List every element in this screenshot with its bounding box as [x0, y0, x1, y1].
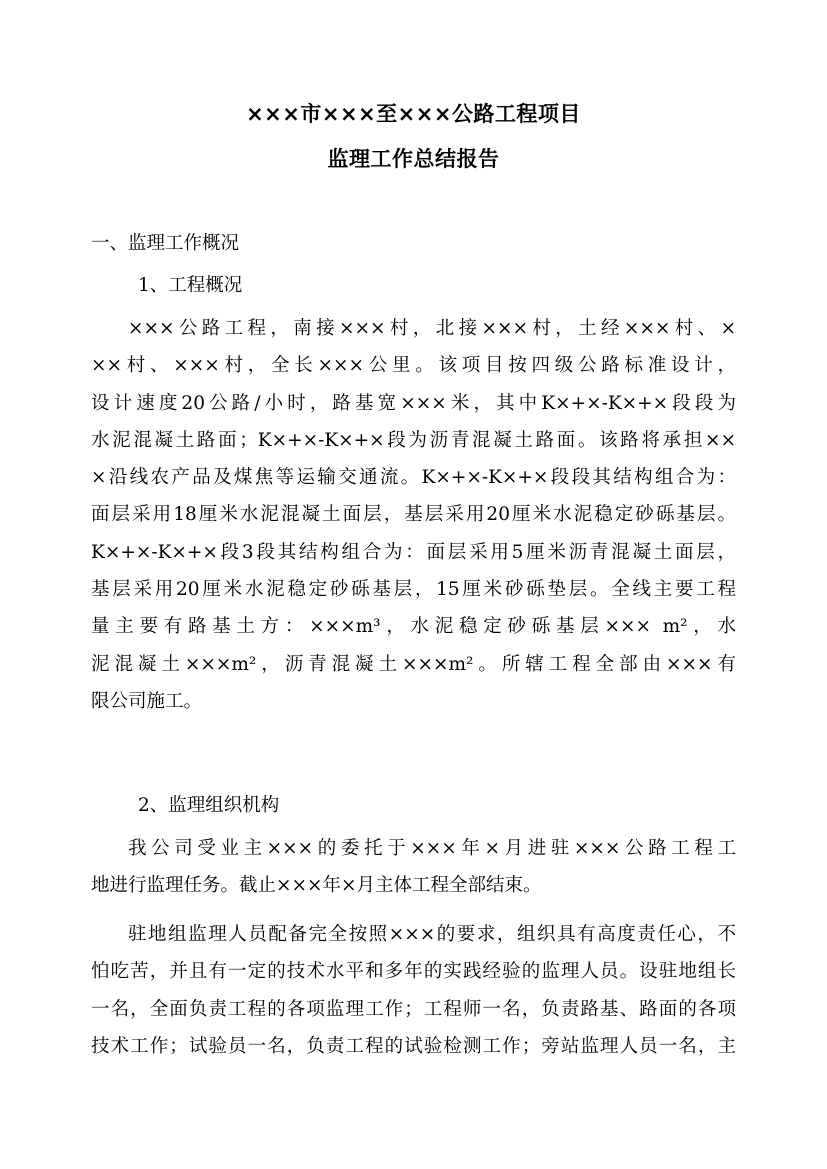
sub-heading-supervision-organization: 2、监理组织机构 [138, 795, 280, 816]
paragraph-line: 地进行监理任务。截止×××年×月主体工程全部结束。 [91, 875, 542, 897]
paragraph-line: K×+×-K×+×段3段其结构组合为：面层采用5厘米沥青混凝土面层， [91, 541, 736, 563]
paragraph-project-overview [91, 310, 736, 720]
paragraph-line: 驻地组监理人员配备完全按照×××的要求，组织具有高度责任心，不 [128, 924, 736, 945]
document-title-line-2: 监理工作总结报告 [327, 147, 500, 171]
paragraph-line: 一名，全面负责工程的各项监理工作；工程师一名，负责路基、路面的各项 [91, 998, 736, 1020]
paragraph-supervision-entry [91, 830, 736, 905]
paragraph-line: ×××公路工程，南接×××村，北接×××村，土经×××村、× [128, 318, 736, 339]
paragraph-line: 基层采用20厘米水泥稳定砂砾基层，15厘米砂砾垫层。全线主要工程 [91, 579, 736, 601]
paragraph-line: 限公司施工。 [91, 690, 203, 712]
section-heading-overview: 一、监理工作概况 [91, 233, 240, 254]
paragraph-line: 水泥混凝土路面；K×+×-K×+×段为沥青混凝土路面。该路将承担×× [91, 429, 736, 451]
paragraph-line: 技术工作；试验员一名，负责工程的试验检测工作；旁站监理人员一名，主 [91, 1035, 736, 1057]
paragraph-line: 量主要有路基土方：×××m³，水泥稳定砂砾基层××× m²，水 [91, 616, 736, 638]
paragraph-line: 面层采用18厘米水泥混凝土面层，基层采用20厘米水泥稳定砂砾基层。 [91, 504, 736, 526]
paragraph-line: ×沿线农产品及煤焦等运输交通流。K×+×-K×+×段段其结构组合为： [91, 467, 736, 489]
paragraph-line: 泥混凝土×××m²，沥青混凝土×××m²。所辖工程全部由×××有 [91, 653, 736, 675]
paragraph-line: ××村、×××村，全长×××公里。该项目按四级公路标准设计， [91, 355, 736, 377]
paragraph-staffing [91, 916, 736, 1065]
paragraph-line: 怕吃苦，并且有一定的技术水平和多年的实践经验的监理人员。设驻地组长 [91, 961, 736, 983]
paragraph-line: 设计速度20公路/小时，路基宽×××米，其中K×+×-K×+×段段为 [91, 392, 736, 414]
paragraph-line: 我公司受业主×××的委托于×××年×月进驻×××公路工程工 [128, 838, 736, 859]
sub-heading-project-overview: 1、工程概况 [138, 275, 243, 296]
document-title-line-1: ×××市×××至×××公路工程项目 [246, 102, 581, 126]
